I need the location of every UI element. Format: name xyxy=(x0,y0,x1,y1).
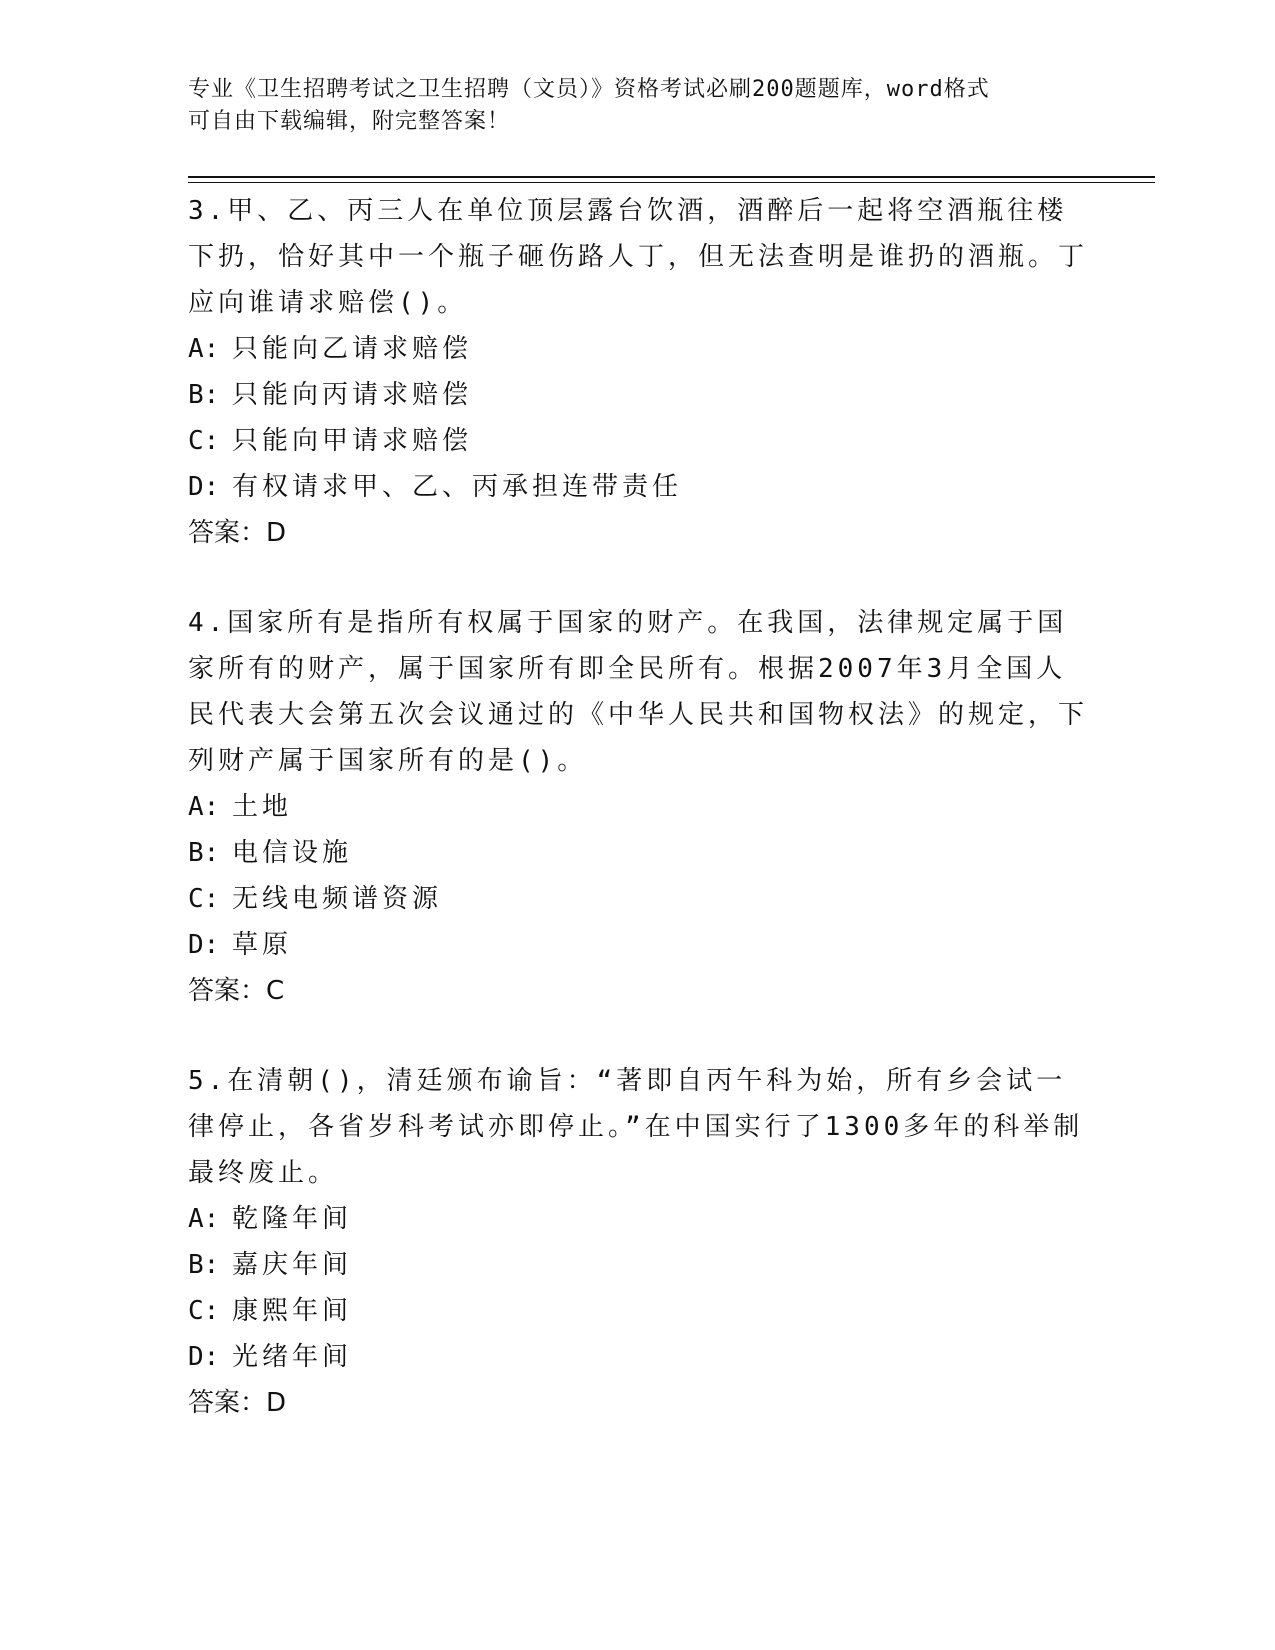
option-text: 有权请求甲、乙、丙承担连带责任 xyxy=(232,472,683,502)
option-key: B: xyxy=(188,380,220,410)
header-divider-thin xyxy=(188,182,1155,183)
option-key: D: xyxy=(188,1342,220,1372)
question-list xyxy=(188,188,1088,1470)
option-d xyxy=(188,464,1088,510)
option-key: C: xyxy=(188,426,220,456)
option-key: B: xyxy=(188,1250,220,1280)
answer: 答案：C xyxy=(188,976,285,1006)
option-text: 草原 xyxy=(232,930,293,960)
question-text: 5.在清朝()，清廷颁布谕旨：“著即自丙午科为始，所有乡会试一律停止，各省岁科考试亦即停止。”在中国实行了1300多年的科举制最终废止。 xyxy=(188,1066,1084,1188)
option-key: A: xyxy=(188,792,220,822)
answer: 答案：D xyxy=(188,1388,287,1418)
document-header xyxy=(188,74,1068,138)
option-c xyxy=(188,876,1088,922)
option-a xyxy=(188,326,1088,372)
option-text: 光绪年间 xyxy=(232,1342,353,1372)
option-text: 只能向甲请求赔偿 xyxy=(232,426,473,456)
option-key: D: xyxy=(188,930,220,960)
option-key: A: xyxy=(188,1204,220,1234)
question-4 xyxy=(188,600,1088,1014)
question-text: 3.甲、乙、丙三人在单位顶层露台饮酒，酒醉后一起将空酒瓶往楼下扔，恰好其中一个瓶子砸伤路人丁，但无法查明是谁扔的酒瓶。丁应向谁请求赔偿()。 xyxy=(188,196,1089,318)
question-3 xyxy=(188,188,1088,556)
option-a xyxy=(188,784,1088,830)
option-text: 土地 xyxy=(232,792,293,822)
option-a xyxy=(188,1196,1088,1242)
option-key: A: xyxy=(188,334,220,364)
header-divider-thick xyxy=(188,176,1155,178)
question-5 xyxy=(188,1058,1088,1426)
option-b xyxy=(188,1242,1088,1288)
option-key: D: xyxy=(188,472,220,502)
option-text: 嘉庆年间 xyxy=(232,1250,353,1280)
option-d xyxy=(188,922,1088,968)
header-line-2: 可自由下载编辑，附完整答案！ xyxy=(188,109,511,134)
question-text: 4.国家所有是指所有权属于国家的财产。在我国，法律规定属于国家所有的财产，属于国家所有即全民所有。根据2007年3月全国人民代表大会第五次会议通过的《中华人民共和国物权法》的规定，下列财产属于国家所有的是()。 xyxy=(188,608,1089,776)
option-key: C: xyxy=(188,1296,220,1326)
option-c xyxy=(188,418,1088,464)
option-c xyxy=(188,1288,1088,1334)
option-text: 只能向乙请求赔偿 xyxy=(232,334,473,364)
header-line-1: 专业《卫生招聘考试之卫生招聘（文员）》资格考试必刷200题题库，word格式 xyxy=(188,77,990,102)
option-d xyxy=(188,1334,1088,1380)
option-key: C: xyxy=(188,884,220,914)
option-text: 电信设施 xyxy=(232,838,353,868)
option-b xyxy=(188,372,1088,418)
option-key: B: xyxy=(188,838,220,868)
option-b xyxy=(188,830,1088,876)
option-text: 乾隆年间 xyxy=(232,1204,353,1234)
option-text: 康熙年间 xyxy=(232,1296,353,1326)
option-text: 只能向丙请求赔偿 xyxy=(232,380,473,410)
answer: 答案：D xyxy=(188,518,287,548)
option-text: 无线电频谱资源 xyxy=(232,884,443,914)
